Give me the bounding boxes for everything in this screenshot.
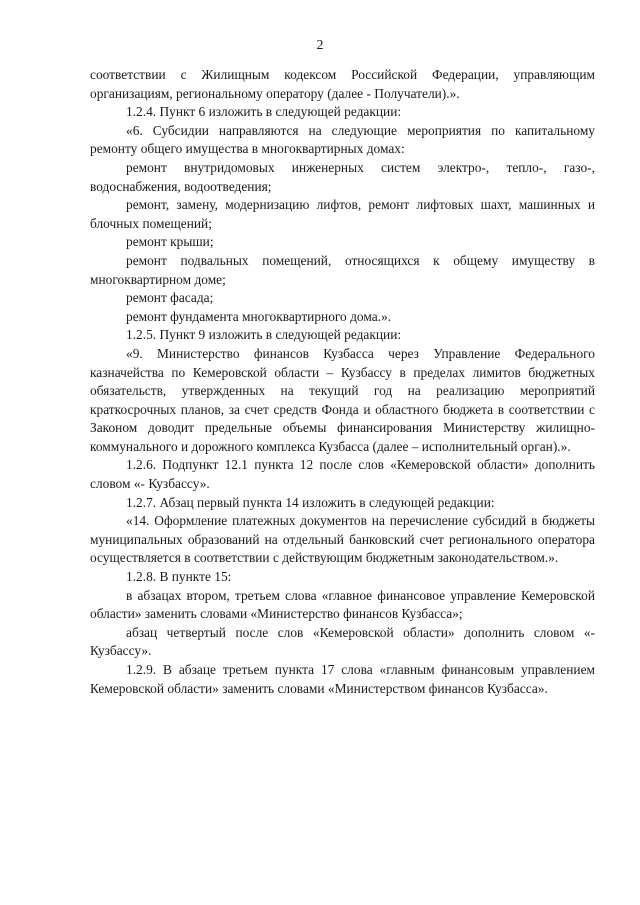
paragraph-9: ремонт фундамента многоквартирного дома.». <box>126 308 392 324</box>
page-number: 2 <box>316 38 324 53</box>
paragraph-6: ремонт крыши; <box>126 234 214 250</box>
paragraph-4: ремонт внутридомовых инженерных систем электро-, тепло-, газо-, водоснабжения, водоотведения; <box>90 159 595 194</box>
paragraph-12: 1.2.6. Подпункт 12.1 пункта 12 после слов «Кемеровской области» дополнить словом «- Кузбассу». <box>90 457 595 492</box>
paragraph-7: ремонт подвальных помещений, относящихся к общему имуществу в многоквартирном доме; <box>90 252 595 287</box>
paragraph-13: 1.2.7. Абзац первый пункта 14 изложить в следующей редакции: <box>126 494 495 510</box>
paragraph-16: в абзацах втором, третьем слова «главное финансовое управление Кемеровской области» заменить словами «Министерство финансов Кузбасса»; <box>90 587 595 622</box>
paragraph-18: 1.2.9. В абзаце третьем пункта 17 слова «главным финансовым управлением Кемеровской области» заменить словами «Министерством финансов Кузбасса». <box>90 662 595 696</box>
paragraph-5: ремонт, замену, модернизацию лифтов, ремонт лифтовых шахт, машинных и блочных помещений; <box>90 197 595 231</box>
paragraph-2: 1.2.4. Пункт 6 изложить в следующей редакции: <box>126 104 402 120</box>
paragraph-10: 1.2.5. Пункт 9 изложить в следующей редакции: <box>126 327 402 343</box>
paragraph-15: 1.2.8. В пункте 15: <box>126 569 232 585</box>
paragraph-11: «9. Министерство финансов Кузбасса через Управление Федерального казначейства по Кемеровской области – Кузбассу в пределах лимитов бюджетных обязательств, утвержденных на текущий год на реализацию мероприятий краткосрочных планов, за счет средств Фонда и областного бюджета в соответствии с Законом доводит предельные объемы финансирования Министерству жилищно-коммунального и дорожного комплекса Кузбасса (далее – исполнительный орган).». <box>90 345 595 454</box>
paragraph-3: «6. Субсидии направляются на следующие мероприятия по капитальному ремонту общего имущества в многоквартирных домах: <box>90 122 595 157</box>
paragraph-14: «14. Оформление платежных документов на перечисление субсидий в бюджеты муниципальных образований на отдельный банковский счет регионального оператора осуществляется в соответствии с действующим бюджетным законодательством.». <box>90 513 595 566</box>
paragraph-1: соответствии с Жилищным кодексом Российской Федерации, управляющим организациям, региональному оператору (далее - Получатели).». <box>90 67 595 101</box>
paragraph-17: абзац четвертый после слов «Кемеровской области» дополнить словом «- Кузбассу». <box>90 624 595 659</box>
document-body <box>90 66 595 698</box>
paragraph-8: ремонт фасада; <box>126 290 214 306</box>
